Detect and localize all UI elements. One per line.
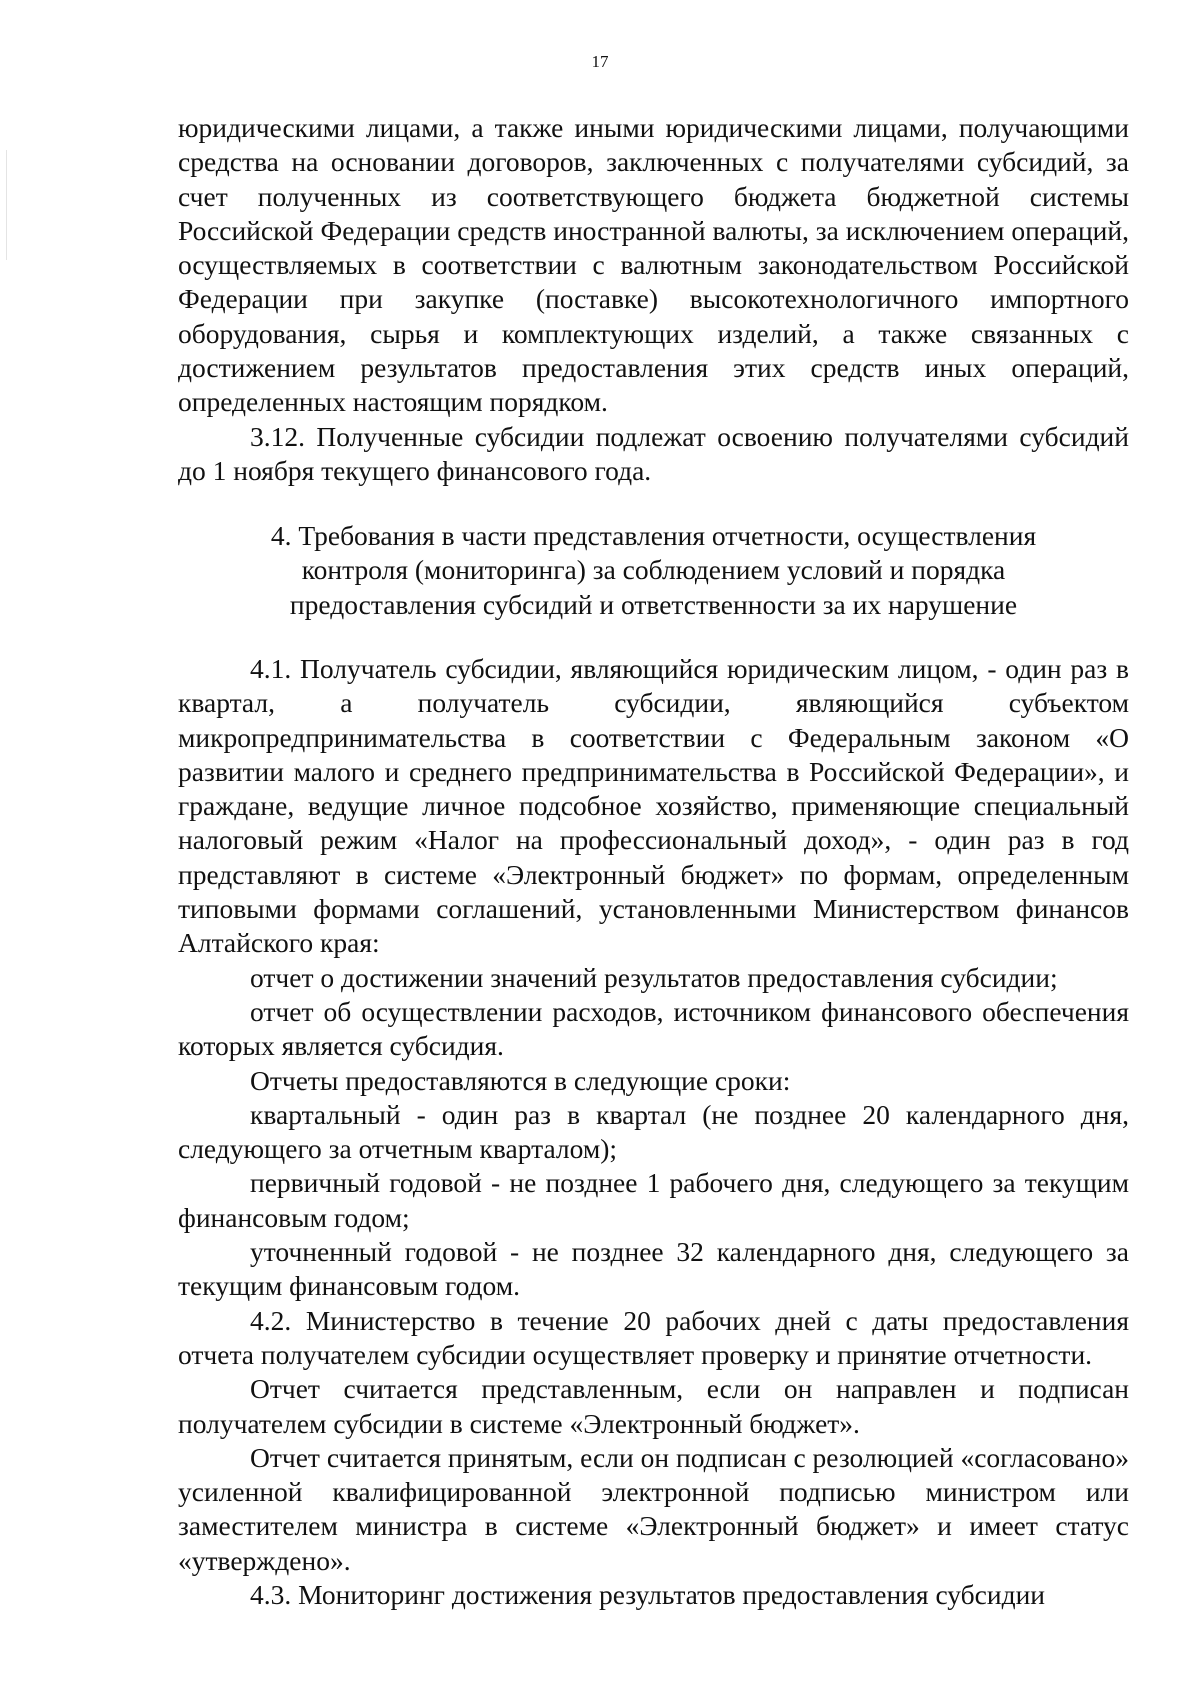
paragraph-3-12: 3.12. Полученные субсидии подлежат освоению получателями субсидий до 1 ноября текущего финансового года.	[178, 420, 1129, 486]
paragraph-4-3: 4.3. Мониторинг достижения результатов предоставления субсидии	[250, 1579, 1046, 1611]
paragraph-4-2: 4.2. Министерство в течение 20 рабочих дней с даты предоставления отчета получателем субсидии осуществляет проверку и принятие отчетности.	[178, 1304, 1129, 1370]
paragraph-report-accepted: Отчет считается принятым, если он подписан с резолюцией «согласовано» усиленной квалифицированной электронной подписью министром или заместителем министра в системе «Электронный бюджет» и имеет статус «утверждено».	[178, 1441, 1129, 1576]
scan-margin-mark	[6, 150, 7, 260]
list-item-refined-annual: уточненный годовой - не позднее 32 календарного дня, следующего за текущим финансовым годом.	[178, 1236, 1129, 1302]
list-item-report-expenses: отчет об осуществлении расходов, источником финансового обеспечения которых является субсидия.	[178, 995, 1129, 1062]
section-4-heading-line-3: предоставления субсидий и ответственности за их нарушение	[289, 588, 1018, 620]
text-block-section-4	[178, 652, 1129, 1612]
paragraph-4-1: 4.1. Получатель субсидии, являющийся юридическим лицом, - один раз в квартал, а получатель субсидии, являющийся субъектом микропредпринимательства в соответствии с Федеральным законом «О развитии малого и среднего предпринимательства в Российской Федерации», и граждане, ведущие личное подсобное хозяйство, применяющие специальный налоговый режим «Налог на профессиональный доход», - один раз в год представляют в системе «Электронный бюджет» по формам, определенным типовыми формами соглашений, установленными Министерством финансов Алтайского края:	[178, 653, 1129, 959]
paragraph-continuation: юридическими лицами, а также иными юридическими лицами, получающими средства на основании договоров, заключенных с получателями субсидий, за счет полученных из соответствующего бюджета бюджетной системы Российской Федерации средств иностранной валюты, за исключением операций, осуществляемых в соответствии с валютным законодательством Российской Федерации при закупке (поставке) высокотехнологичного импортного оборудования, сырья и комплектующих изделий, а также связанных с достижением результатов предоставления этих средств иных операций, определенных настоящим порядком.	[178, 112, 1129, 418]
section-4-heading-line-2: контроля (мониторинга) за соблюдением условий и порядка	[301, 554, 1006, 586]
section-4-heading-line-1: 4. Требования в части представления отчетности, осуществления	[270, 520, 1037, 551]
paragraph-report-submitted: Отчет считается представленным, если он направлен и подписан получателем субсидии в системе «Электронный бюджет».	[178, 1373, 1129, 1439]
list-item-quarterly: квартальный - один раз в квартал (не позднее 20 календарного дня, следующего за отчетным кварталом);	[178, 1098, 1129, 1165]
text-block-top	[178, 111, 1129, 488]
list-item-report-results: отчет о достижении значений результатов предоставления субсидии;	[250, 961, 1058, 993]
paragraph-deadlines-intro: Отчеты предоставляются в следующие сроки:	[250, 1064, 791, 1096]
section-4-heading	[178, 519, 1129, 622]
list-item-primary-annual: первичный годовой - не позднее 1 рабочего дня, следующего за текущим финансовым годом;	[178, 1167, 1129, 1233]
page-number: 17	[591, 52, 609, 71]
